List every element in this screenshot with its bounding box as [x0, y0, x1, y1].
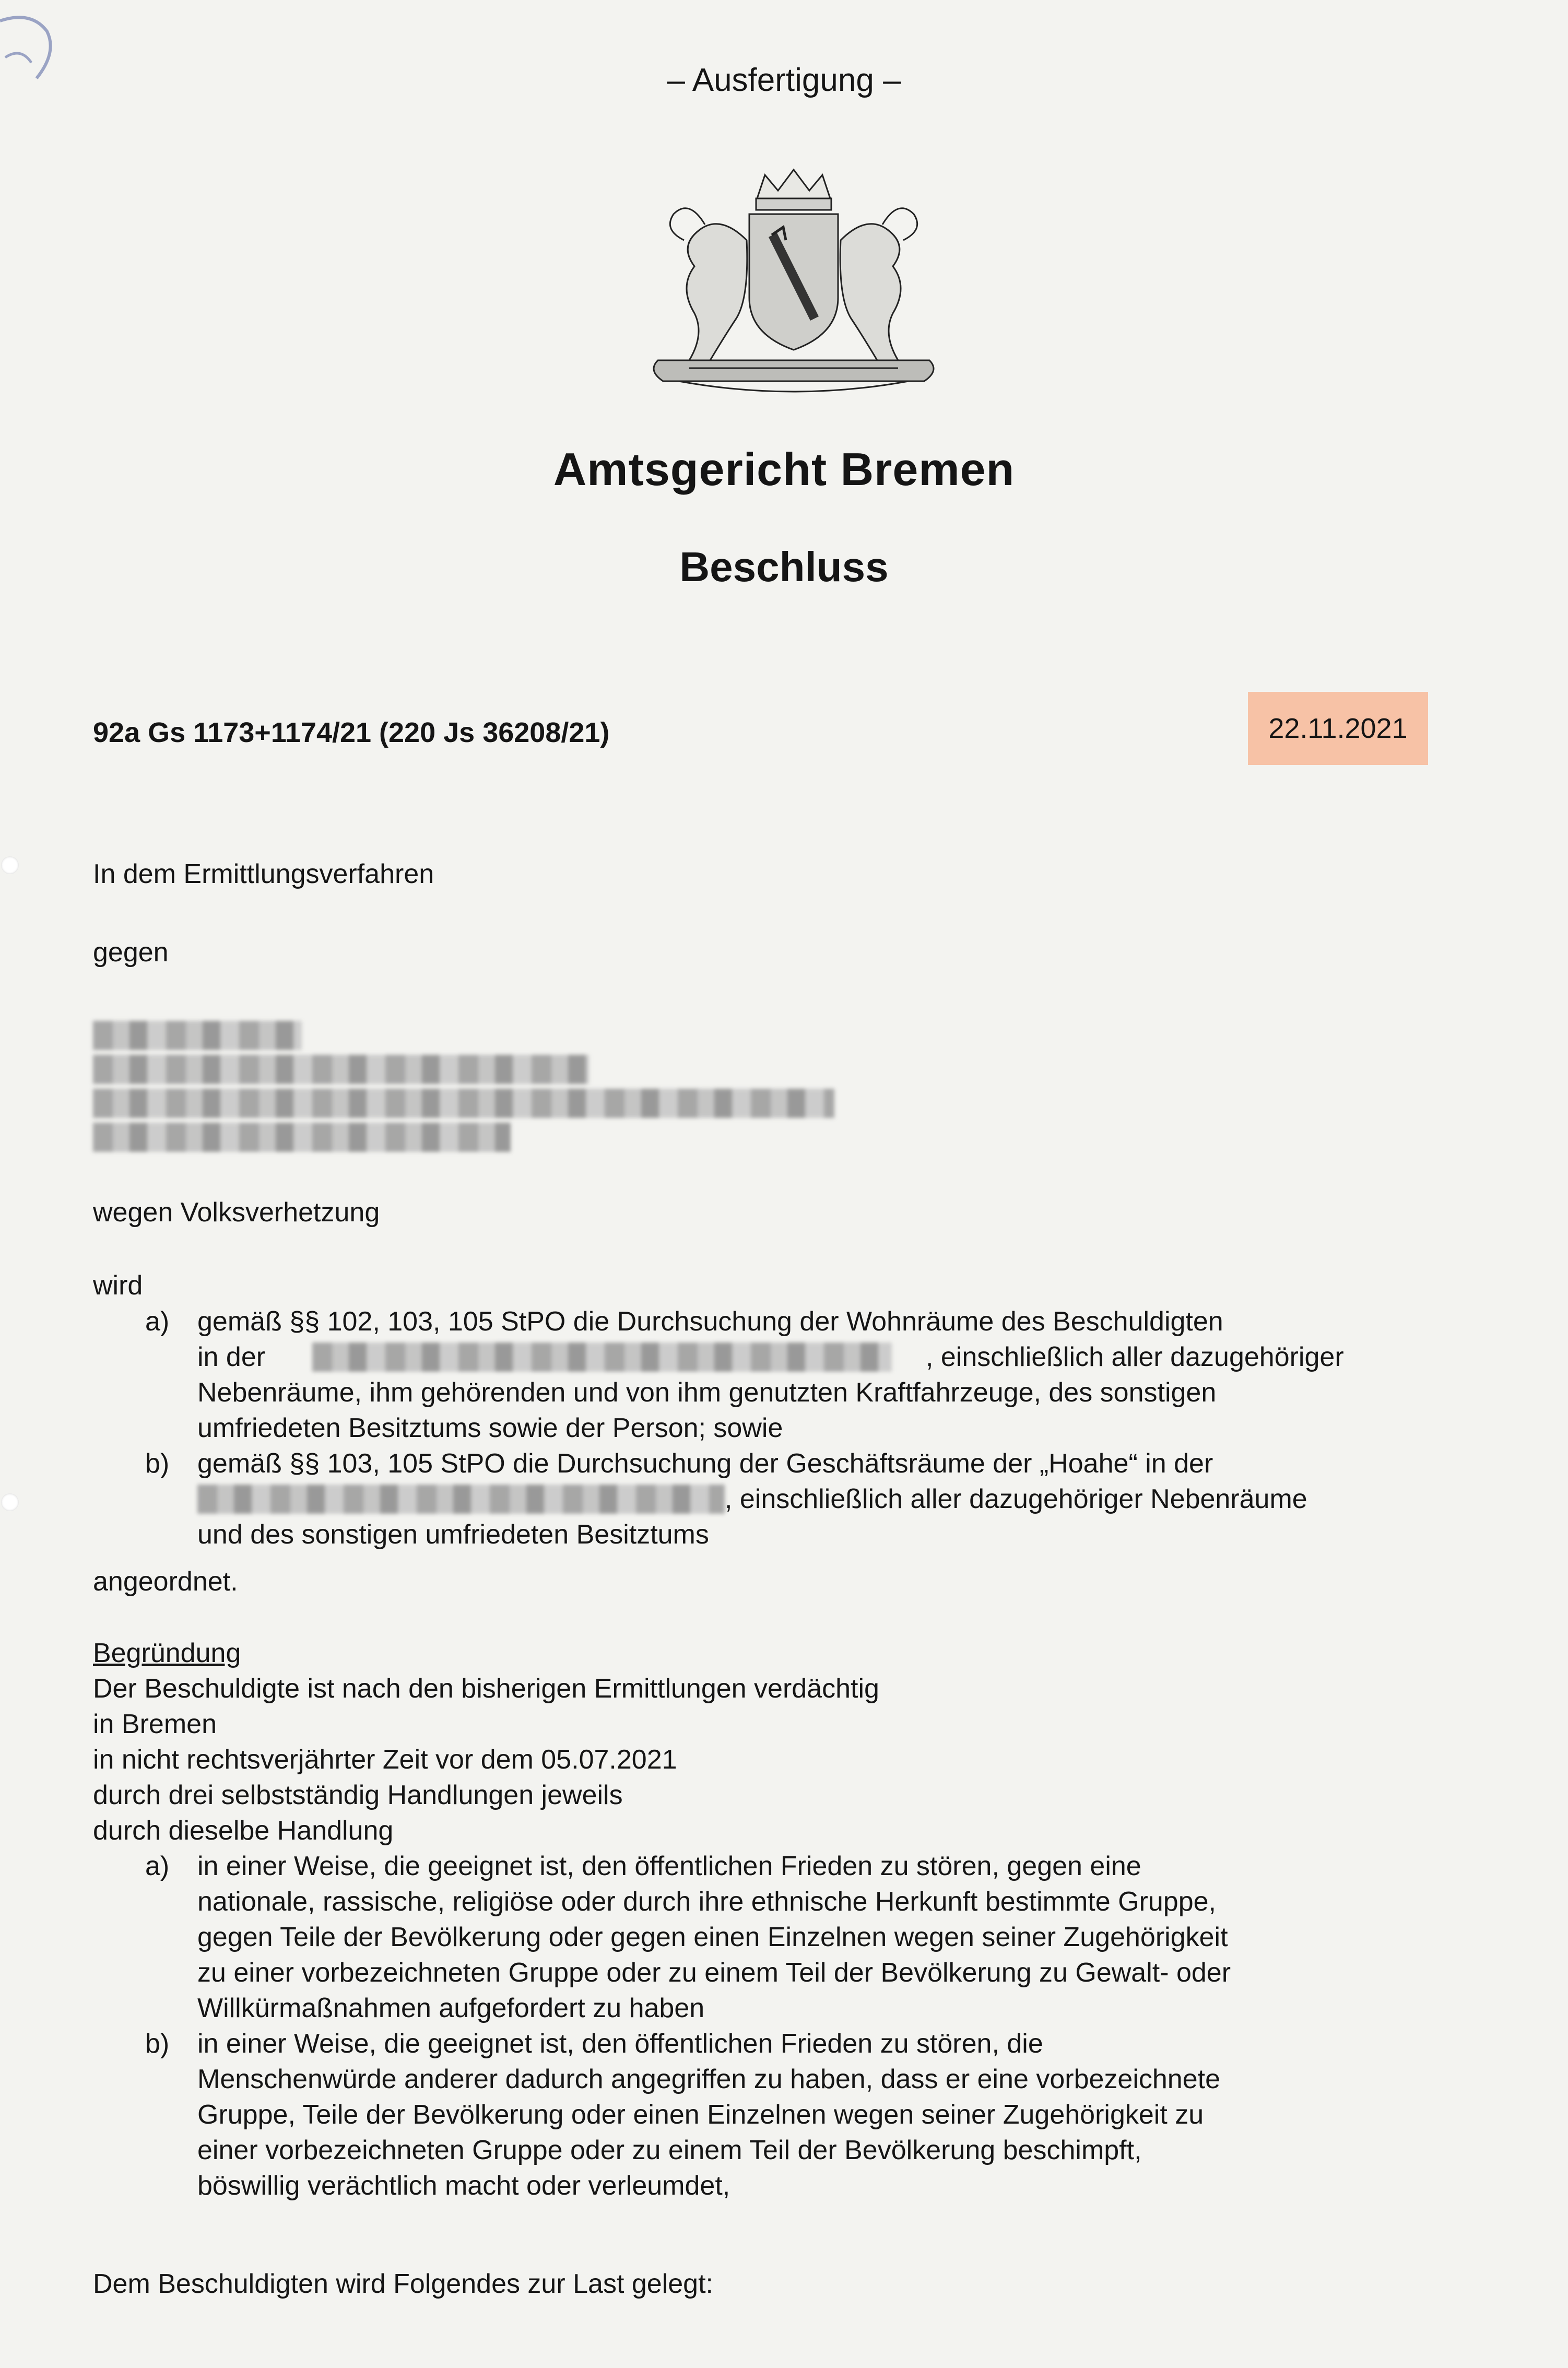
offense-item-b	[93, 2026, 1430, 2204]
document-type-title: Beschluss	[679, 544, 889, 590]
section-heading-begruendung: Begründung	[93, 1638, 241, 1668]
offense-list	[93, 1848, 1430, 2204]
text-line: durch drei selbstständig Handlungen jeweils	[93, 1780, 623, 1810]
offense-item-a	[93, 1848, 1430, 2026]
text-line: zu einer vorbezeichneten Gruppe oder zu einem Teil der Bevölkerung zu Gewalt- oder	[197, 1958, 1231, 1988]
court-name: Amtsgericht Bremen	[553, 443, 1015, 495]
order-text: Nebenräume, ihm gehörenden und von ihm genutzten Kraftfahrzeuge, des sonstigen	[197, 1377, 1217, 1408]
text-line: einer vorbezeichneten Gruppe oder zu einem Teil der Bevölkerung beschimpft,	[197, 2135, 1142, 2165]
coat-of-arms-seal	[616, 162, 971, 397]
order-text: umfriedeten Besitztums sowie der Person; sowie	[197, 1413, 783, 1443]
punch-hole	[1, 1493, 19, 1511]
text-line: gegen Teile der Bevölkerung oder gegen einen Einzelnen wegen seiner Zugehörigkeit	[197, 1922, 1228, 1952]
order-text: gemäß §§ 102, 103, 105 StPO die Durchsuchung der Wohnräume des Beschuldigten	[197, 1306, 1223, 1337]
redacted-address	[197, 1485, 725, 1514]
angeordnet-line: angeordnet.	[93, 1566, 238, 1597]
intro-line: In dem Ermittlungsverfahren	[93, 859, 434, 889]
search-orders-list	[93, 1304, 1430, 1552]
text-line: durch dieselbe Handlung	[93, 1816, 394, 1846]
redacted-address	[93, 1089, 834, 1118]
text-line: böswillig verächtlich macht oder verleumdet,	[197, 2171, 730, 2201]
order-text: , einschließlich aller dazugehöriger Nebenräume	[725, 1484, 1307, 1514]
closing-line: Dem Beschuldigten wird Folgendes zur Last gelegt:	[93, 2269, 713, 2299]
redacted-address	[93, 1055, 589, 1084]
charge-line: wegen Volksverhetzung	[93, 1197, 380, 1228]
punch-hole	[1, 856, 19, 874]
order-label: b)	[145, 1448, 170, 1479]
order-item-b	[93, 1446, 1430, 1552]
ausfertigung-header: – Ausfertigung –	[667, 62, 901, 98]
order-item-a	[93, 1304, 1430, 1446]
decision-date: 22.11.2021	[1248, 692, 1428, 765]
text-line: nationale, rassische, religiöse oder durch ihre ethnische Herkunft bestimmte Gruppe,	[197, 1887, 1216, 1917]
order-text: und des sonstigen umfriedeten Besitztums	[197, 1519, 709, 1550]
offense-label: a)	[145, 1851, 170, 1881]
redacted-name	[93, 1021, 302, 1050]
offense-label: b)	[145, 2029, 170, 2059]
order-text	[197, 1339, 1430, 1375]
text-line: Der Beschuldigte ist nach den bisherigen Ermittlungen verdächtig	[93, 1674, 879, 1704]
order-label: a)	[145, 1306, 170, 1337]
wird-line: wird	[93, 1270, 143, 1301]
text-line: in einer Weise, die geeignet ist, den öffentlichen Frieden zu stören, gegen eine	[197, 1851, 1141, 1881]
text-line: in nicht rechtsverjährter Zeit vor dem 05.07.2021	[93, 1745, 677, 1775]
text-line: in einer Weise, die geeignet ist, den öffentlichen Frieden zu stören, die	[197, 2029, 1043, 2059]
begruendung-intro	[93, 1671, 1430, 1848]
order-text	[197, 1481, 1430, 1517]
gegen-label: gegen	[93, 937, 169, 968]
order-text: in der	[197, 1342, 266, 1372]
text-line: in Bremen	[93, 1709, 217, 1739]
redacted-address	[312, 1342, 892, 1372]
text-line: Menschenwürde anderer dadurch angegriffen zu haben, dass er eine vorbezeichnete	[197, 2064, 1221, 2094]
text-line: Willkürmaßnahmen aufgefordert zu haben	[197, 1993, 705, 2023]
case-number: 92a Gs 1173+1174/21 (220 Js 36208/21)	[93, 717, 610, 748]
text-line: Gruppe, Teile der Bevölkerung oder einen Einzelnen wegen seiner Zugehörigkeit zu	[197, 2100, 1204, 2130]
redacted-address	[93, 1123, 511, 1152]
order-text: , einschließlich aller dazugehöriger	[926, 1342, 1344, 1372]
order-text: gemäß §§ 103, 105 StPO die Durchsuchung der Geschäftsräume der „Hoahe“ in der	[197, 1448, 1213, 1479]
